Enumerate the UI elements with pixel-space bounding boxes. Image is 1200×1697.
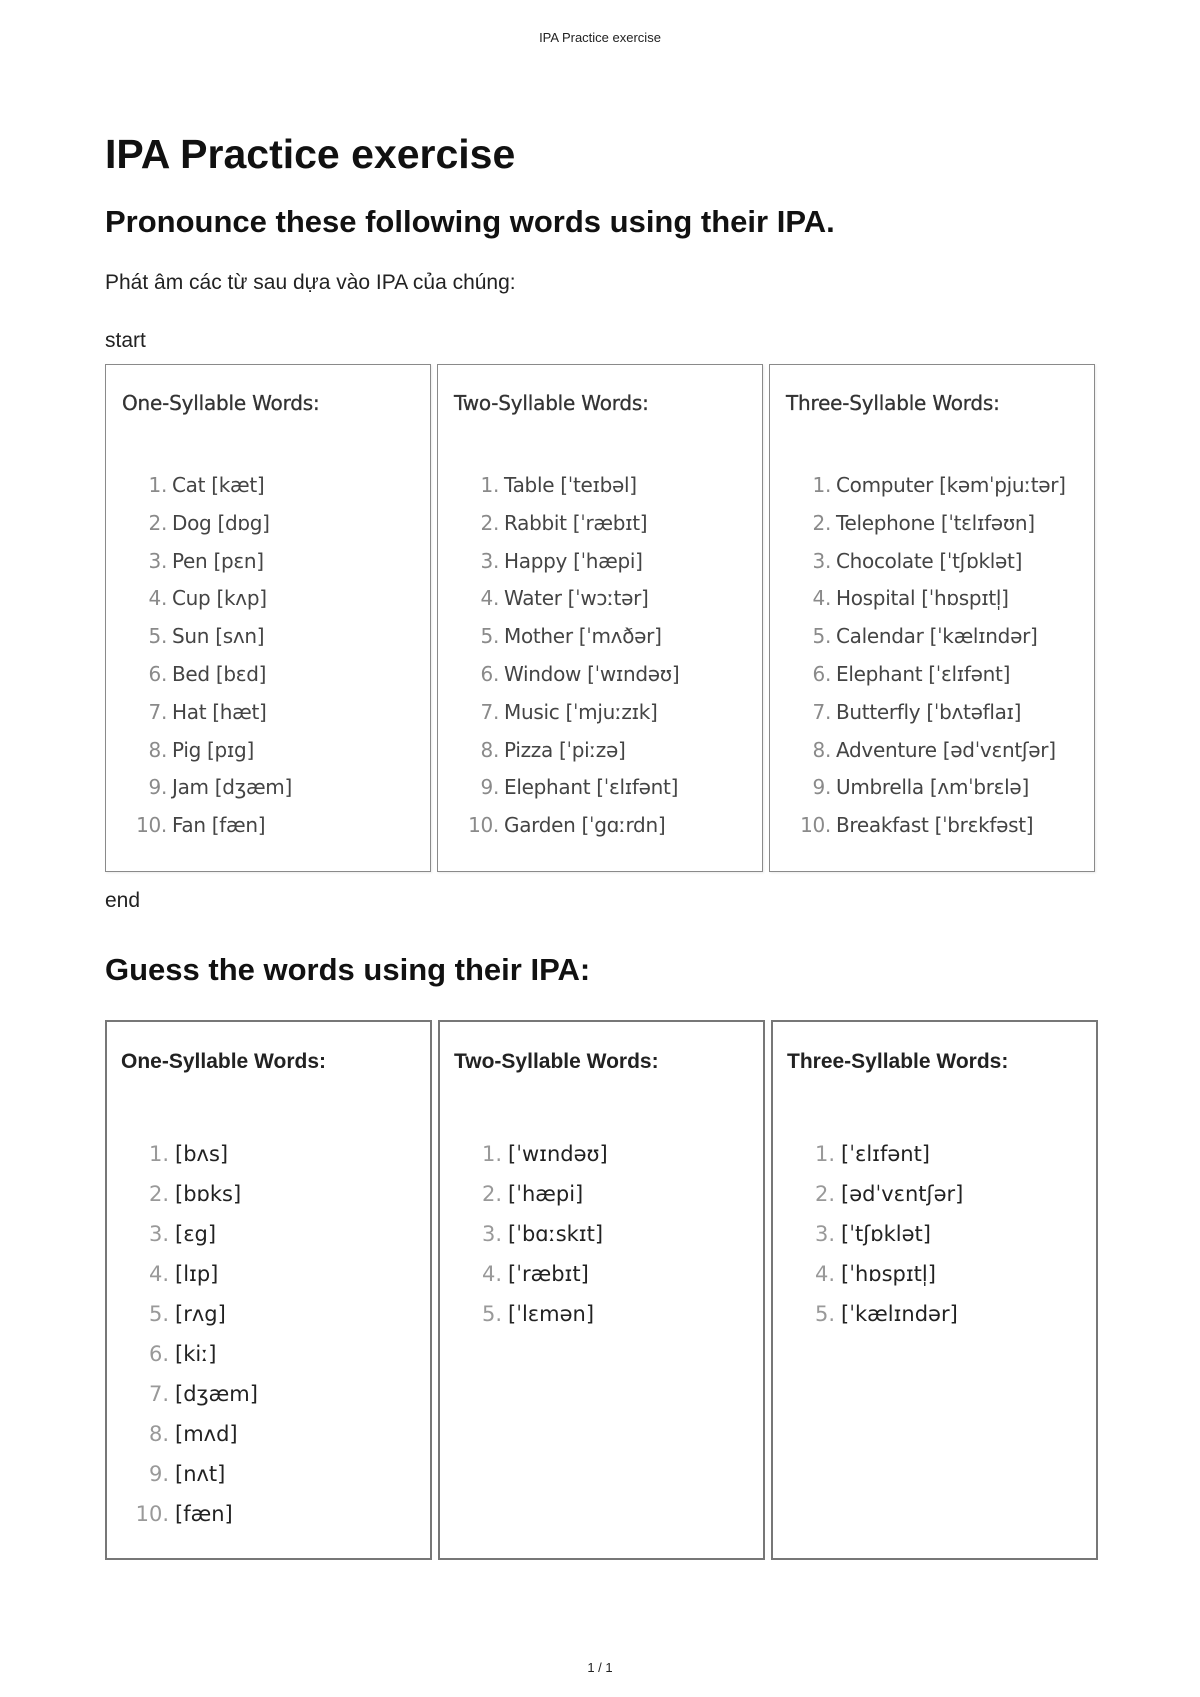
item-number: 3. — [480, 548, 499, 573]
item-number: 1. — [480, 473, 499, 497]
item-text: [bɒks] — [175, 1182, 242, 1206]
item-text: Pen [pɛn] — [172, 548, 264, 573]
item-text: [ɛg] — [175, 1222, 217, 1246]
item-text: [ˈhæpi] — [508, 1182, 584, 1206]
item-text: Butterfly [ˈbʌtəflaɪ] — [836, 699, 1022, 724]
guess-column-three-syllable — [771, 1020, 1098, 1560]
section-heading-guess: Guess the words using their IPA: — [105, 952, 591, 987]
guess-table — [105, 1020, 1098, 1560]
item-number: 5. — [148, 1302, 169, 1326]
list-item — [812, 694, 1094, 732]
item-text: [dʒæm] — [175, 1382, 258, 1406]
ipa-list — [787, 1134, 1096, 1334]
item-number: 2. — [148, 510, 167, 535]
item-text: [kiː] — [175, 1342, 217, 1366]
item-number: 9. — [148, 1462, 169, 1486]
list-item — [481, 1254, 763, 1294]
item-number: 6. — [812, 661, 831, 686]
list-item — [812, 543, 1094, 581]
item-number: 8. — [148, 1422, 169, 1446]
guess-column-one-syllable — [105, 1020, 432, 1560]
item-number: 6. — [480, 661, 499, 686]
item-text: Elephant [ˈɛlɪfənt] — [504, 775, 679, 800]
item-text: Dog [dɒg] — [172, 510, 270, 535]
list-item — [814, 1254, 1096, 1294]
item-text: Jam [dʒæm] — [172, 775, 292, 800]
item-text: [nʌt] — [175, 1462, 226, 1486]
word-list — [786, 467, 1094, 845]
item-number: 5. — [812, 624, 831, 649]
start-marker: start — [105, 329, 146, 352]
item-number: 10. — [135, 1502, 169, 1526]
list-item — [136, 807, 430, 845]
item-text: Window [ˈwɪndəʊ] — [504, 661, 680, 686]
item-number: 4. — [481, 1262, 502, 1286]
list-item — [135, 1494, 430, 1534]
document-content — [105, 128, 1100, 1560]
list-item — [812, 467, 1094, 505]
item-text: [ˈkælɪndər] — [841, 1302, 958, 1326]
column-title: Three-Syllable Words: — [786, 391, 1000, 415]
section-heading-pronounce: Pronounce these following words using their IPA. — [105, 204, 835, 239]
item-number: 7. — [148, 1382, 169, 1406]
item-number: 8. — [812, 737, 831, 762]
list-item — [480, 543, 762, 581]
list-item — [148, 505, 430, 543]
item-text: Umbrella [ʌmˈbrɛlə] — [836, 775, 1029, 800]
column-title: One-Syllable Words: — [122, 391, 320, 415]
list-item — [814, 1214, 1096, 1254]
item-text: Bed [bɛd] — [172, 661, 267, 686]
column-title: Two-Syllable Words: — [454, 391, 649, 415]
item-number: 9. — [480, 775, 499, 800]
list-item — [481, 1214, 763, 1254]
item-number: 2. — [481, 1182, 502, 1206]
list-item — [480, 769, 762, 807]
list-item — [814, 1134, 1096, 1174]
list-item — [148, 618, 430, 656]
item-number: 3. — [148, 548, 167, 573]
item-text: [bʌs] — [175, 1142, 229, 1166]
item-number: 8. — [148, 737, 167, 762]
item-text: [ˈlɛmən] — [508, 1302, 595, 1326]
item-number: 7. — [148, 699, 167, 724]
item-text: Computer [kəmˈpjuːtər] — [836, 473, 1066, 497]
list-item — [812, 505, 1094, 543]
list-item — [814, 1174, 1096, 1214]
list-item — [812, 732, 1094, 770]
item-text: Adventure [ədˈvɛntʃər] — [836, 737, 1056, 762]
list-item — [481, 1174, 763, 1214]
list-item — [148, 656, 430, 694]
item-text: Chocolate [ˈtʃɒklət] — [836, 548, 1023, 573]
list-item — [480, 467, 762, 505]
pronounce-column-two-syllable — [437, 364, 763, 872]
item-number: 2. — [148, 1182, 169, 1206]
item-text: Water [ˈwɔːtər] — [504, 586, 649, 611]
item-number: 7. — [812, 699, 831, 724]
list-item — [481, 1134, 763, 1174]
item-text: Cup [kʌp] — [172, 586, 267, 611]
list-item — [481, 1294, 763, 1334]
list-item — [148, 580, 430, 618]
item-text: Calendar [ˈkælɪndər] — [836, 624, 1038, 649]
item-number: 6. — [148, 1342, 169, 1366]
item-text: [mʌd] — [175, 1422, 238, 1446]
item-number: 2. — [480, 510, 499, 535]
list-item — [148, 1174, 430, 1214]
list-item — [148, 1214, 430, 1254]
item-text: [ˈræbɪt] — [508, 1262, 589, 1286]
item-number: 4. — [812, 586, 831, 611]
item-number: 1. — [814, 1142, 835, 1166]
list-item — [812, 769, 1094, 807]
item-text: [ədˈvɛntʃər] — [841, 1182, 964, 1206]
item-number: 3. — [814, 1222, 835, 1246]
item-number: 1. — [148, 1142, 169, 1166]
item-text: Garden [ˈgɑːrdn] — [504, 813, 666, 838]
end-marker: end — [105, 889, 141, 912]
page-number: 1 / 1 — [587, 1660, 613, 1675]
pronounce-column-three-syllable — [769, 364, 1095, 872]
list-item — [148, 1334, 430, 1374]
item-text: Cat [kæt] — [172, 473, 265, 497]
list-item — [148, 1134, 430, 1174]
item-text: Table [ˈteɪbəl] — [504, 473, 637, 497]
list-item — [480, 618, 762, 656]
item-text: Rabbit [ˈræbɪt] — [504, 510, 648, 535]
list-item — [480, 694, 762, 732]
intro-text: Phát âm các từ sau dựa vào IPA của chúng: — [105, 271, 516, 294]
item-number: 1. — [481, 1142, 502, 1166]
item-text: Telephone [ˈtɛlɪfəʊn] — [836, 510, 1035, 535]
ipa-list — [454, 1134, 763, 1334]
list-item — [148, 694, 430, 732]
list-item — [812, 618, 1094, 656]
column-title: Two-Syllable Words: — [454, 1050, 659, 1073]
list-item — [148, 467, 430, 505]
list-item — [148, 769, 430, 807]
item-text: Mother [ˈmʌðər] — [504, 624, 662, 649]
item-text: Music [ˈmjuːzɪk] — [504, 699, 658, 724]
item-number: 4. — [148, 1262, 169, 1286]
item-text: Sun [sʌn] — [172, 624, 265, 649]
item-text: [ˈtʃɒklət] — [841, 1222, 931, 1246]
item-number: 5. — [480, 624, 499, 649]
list-item — [812, 580, 1094, 618]
item-number: 4. — [148, 586, 167, 611]
item-number: 5. — [481, 1302, 502, 1326]
item-number: 2. — [814, 1182, 835, 1206]
pronounce-column-one-syllable — [105, 364, 431, 872]
list-item — [812, 656, 1094, 694]
print-header: IPA Practice exercise — [539, 30, 661, 45]
item-number: 10. — [468, 813, 499, 838]
item-text: Pizza [ˈpiːzə] — [504, 737, 626, 762]
list-item — [148, 1254, 430, 1294]
list-item — [480, 580, 762, 618]
item-number: 3. — [481, 1222, 502, 1246]
item-number: 7. — [480, 699, 499, 724]
item-number: 4. — [480, 586, 499, 611]
item-text: [rʌg] — [175, 1302, 226, 1326]
list-item — [148, 1374, 430, 1414]
list-item — [468, 807, 762, 845]
item-text: Pig [pɪg] — [172, 737, 254, 762]
item-text: Elephant [ˈɛlɪfənt] — [836, 661, 1011, 686]
ipa-list — [121, 1134, 430, 1534]
list-item — [148, 1414, 430, 1454]
pronounce-table — [105, 364, 1095, 872]
item-number: 1. — [148, 473, 167, 497]
list-item — [148, 543, 430, 581]
list-item — [148, 732, 430, 770]
list-item — [800, 807, 1094, 845]
list-item — [148, 1454, 430, 1494]
item-number: 5. — [814, 1302, 835, 1326]
item-number: 8. — [480, 737, 499, 762]
item-number: 10. — [136, 813, 167, 838]
item-number: 9. — [812, 775, 831, 800]
list-item — [480, 656, 762, 694]
item-number: 3. — [812, 548, 831, 573]
item-text: [fæn] — [175, 1502, 233, 1526]
list-item — [480, 505, 762, 543]
item-text: Breakfast [ˈbrɛkfəst] — [836, 813, 1034, 838]
item-text: [lɪp] — [175, 1262, 219, 1286]
item-number: 9. — [148, 775, 167, 800]
list-item — [814, 1294, 1096, 1334]
item-number: 3. — [148, 1222, 169, 1246]
guess-column-two-syllable — [438, 1020, 765, 1560]
word-list — [122, 467, 430, 845]
list-item — [480, 732, 762, 770]
item-number: 2. — [812, 510, 831, 535]
item-text: [ˈwɪndəʊ] — [508, 1142, 608, 1166]
column-title: Three-Syllable Words: — [787, 1050, 1009, 1073]
item-number: 10. — [800, 813, 831, 838]
page-title: IPA Practice exercise — [105, 131, 516, 177]
word-list — [454, 467, 762, 845]
item-text: Hat [hæt] — [172, 699, 267, 724]
item-text: [ˈɛlɪfənt] — [841, 1142, 931, 1166]
item-number: 1. — [812, 473, 831, 497]
item-text: Hospital [ˈhɒspɪtl̩] — [836, 586, 1009, 611]
column-title: One-Syllable Words: — [121, 1050, 326, 1073]
item-text: [ˈbɑːskɪt] — [508, 1222, 604, 1246]
item-number: 4. — [814, 1262, 835, 1286]
item-text: Happy [ˈhæpi] — [504, 548, 643, 573]
item-number: 5. — [148, 624, 167, 649]
item-text: [ˈhɒspɪtl̩] — [841, 1262, 936, 1286]
item-text: Fan [fæn] — [172, 813, 266, 838]
item-number: 6. — [148, 661, 167, 686]
list-item — [148, 1294, 430, 1334]
